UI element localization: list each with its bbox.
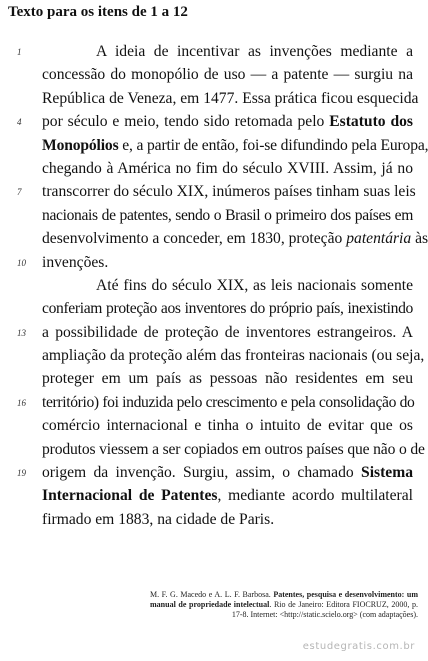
text-run: República de Veneza, em 1477. Essa prática ficou esquecida <box>42 89 419 107</box>
text-run: chegando à América no fim do século XVIII. Assim, já no <box>42 159 413 177</box>
line-text <box>42 414 413 437</box>
text-line <box>0 110 421 133</box>
text-line <box>0 63 421 86</box>
text-run: A ideia de incentivar as invenções mediante a <box>96 43 413 60</box>
text-run: por século e meio, tendo sido retomada pelo <box>42 113 330 131</box>
line-text <box>42 344 425 367</box>
text-run: transcorrer do século XIX, inúmeros países tinham suas leis <box>42 183 416 201</box>
line-text <box>42 367 413 390</box>
line-text <box>42 157 413 180</box>
text-run: ampliação da proteção além das fronteiras nacionais (ou seja, <box>42 347 425 365</box>
text-line <box>0 134 428 157</box>
reference-book-title: Patentes, pesquisa e desenvolvimento: um manual de propriedade intelectual <box>150 590 418 609</box>
text-line <box>0 274 421 297</box>
text-line <box>0 297 421 320</box>
text-line <box>0 180 421 203</box>
text-run: desenvolvimento a conceder, em 1830, proteção <box>42 230 347 248</box>
text-run: a possibilidade de proteção de inventores estrangeiros. A <box>42 323 413 341</box>
text-line <box>0 204 421 227</box>
text-line <box>0 227 428 250</box>
line-number: 13 <box>17 327 26 338</box>
text-line <box>0 251 421 274</box>
reference-citation <box>150 590 418 620</box>
passage-text <box>0 40 428 531</box>
line-text <box>42 110 413 133</box>
line-text <box>42 297 413 320</box>
line-text <box>42 204 413 227</box>
bold-term: Sistema <box>361 464 413 482</box>
text-run: conferiam proteção aos inventores do próprio país, inexistindo <box>42 300 413 318</box>
text-line <box>0 87 421 110</box>
bold-term: Estatuto dos <box>329 113 413 131</box>
line-number: 16 <box>17 397 26 408</box>
text-run: invenções. <box>42 253 109 271</box>
text-run: , mediante acordo multilateral <box>217 487 413 505</box>
text-line <box>0 344 425 367</box>
italic-term: patentária <box>346 230 412 248</box>
line-text <box>42 180 416 203</box>
text-run: proteger em um país as pessoas não residentes em seu <box>42 370 413 388</box>
text-line <box>0 508 421 531</box>
line-number: 4 <box>17 117 22 128</box>
bold-term: Monopólios <box>42 136 119 154</box>
line-text <box>42 508 413 531</box>
text-line <box>0 321 421 344</box>
bold-term: Internacional de Patentes <box>42 487 218 505</box>
text-line <box>0 391 421 414</box>
text-line <box>0 438 425 461</box>
line-text <box>42 134 428 157</box>
line-number: 1 <box>17 47 22 57</box>
text-run: comércio internacional e tinha o intuito de evitar que os <box>42 417 413 435</box>
line-text <box>96 274 413 297</box>
text-line <box>0 461 421 484</box>
text-run: firmado em 1883, na cidade de Paris. <box>42 510 275 528</box>
text-run: Até fins do século XIX, as leis nacionais somente <box>96 276 413 294</box>
line-text <box>42 461 413 484</box>
text-run: território) foi induzida pelo crescimento e pela consolidação do <box>42 393 415 411</box>
line-text <box>42 227 428 250</box>
line-text <box>42 484 413 507</box>
line-text <box>42 251 413 274</box>
page-title: Texto para os itens de 1 a 12 <box>8 4 188 20</box>
line-text <box>42 87 419 110</box>
reference-publication: . Rio de Janeiro: Editora FIOCRUZ, 2000, p. 17-8. Internet: <http://static.scielo.org> (com adaptações). <box>231 600 418 619</box>
text-line <box>0 157 421 180</box>
line-number: 10 <box>17 257 26 268</box>
text-line <box>0 40 421 63</box>
line-text <box>42 391 413 414</box>
text-run: nacionais de patentes, sendo o Brasil o primeiro dos países em <box>42 206 413 224</box>
line-text <box>42 321 413 344</box>
text-line <box>0 367 421 390</box>
site-watermark: estudegratis.com.br <box>302 641 415 652</box>
text-run: às <box>411 230 428 248</box>
line-text <box>42 63 413 86</box>
line-number: 19 <box>17 468 26 479</box>
text-run: origem da invenção. Surgiu, assim, o chamado <box>42 464 362 482</box>
text-run: e, a partir de então, foi-se difundindo pela Europa, <box>118 136 428 154</box>
reference-authors: M. F. G. Macedo e A. L. F. Barbosa. <box>150 590 271 599</box>
text-run: produtos viessem a ser copiados em outros países que não o de <box>42 440 425 458</box>
line-text <box>42 438 425 461</box>
text-run: concessão do monopólio de uso — a patente — surgiu na <box>42 66 413 84</box>
line-text <box>96 40 413 63</box>
line-number: 7 <box>17 187 22 198</box>
text-line <box>0 484 421 507</box>
text-line <box>0 414 421 437</box>
